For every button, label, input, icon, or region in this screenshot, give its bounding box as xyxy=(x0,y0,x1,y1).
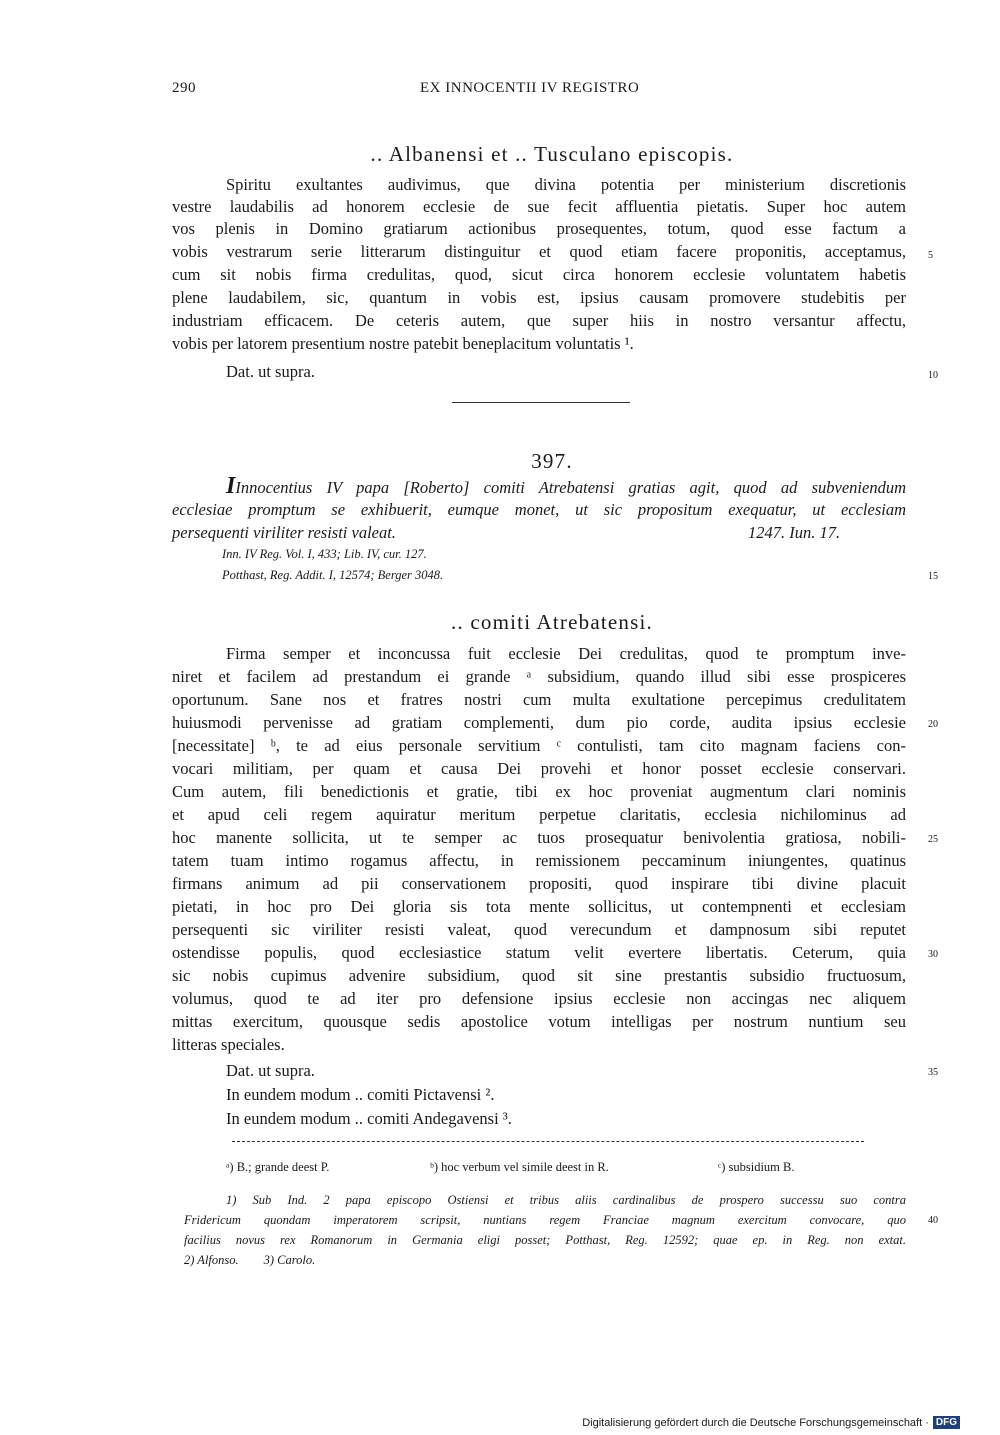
text-line: sic nobis cupimus advenire subsidium, quod sit sine prestantis subsidio fructuosum, xyxy=(172,966,906,985)
eundem-line: In eundem modum .. comiti Pictavensi ². xyxy=(226,1085,495,1104)
text-line: oportunum. Sane nos et fratres nostri cum multa exultatione percepimus credulitatem xyxy=(172,690,906,709)
dat-line: Dat. ut supra. xyxy=(226,1061,315,1080)
line-number: 35 xyxy=(928,1067,938,1078)
summary-line: persequenti viriliter resisti valeat. xyxy=(172,523,396,542)
credit-text: Digitalisierung gefördert durch die Deutsche Forschungsgemeinschaft · xyxy=(582,1416,929,1429)
text-line: firmans animum ad pii conservationem propositi, quod inspirare tibi divine placuit xyxy=(172,874,906,893)
text-line: [necessitate] ᵇ, te ad eius personale servitium ᶜ contulisti, tam cito magnam faciens con- xyxy=(172,736,906,755)
summary-text: Innocentius IV papa [Roberto] comiti Atrebatensi gratias agit, quod ad subveniendum xyxy=(235,478,906,497)
text-line: et apud celi regem aquiratur meritum perpetue claritatis, ecclesia nichilominus ad xyxy=(172,805,906,824)
text-line: pietati, in hoc pro Dei gloria sis tota mente sollicitus, ut contempnenti et ecclesiam xyxy=(172,897,906,916)
summary-line xyxy=(226,473,906,499)
line-number: 10 xyxy=(928,370,938,381)
footnote-divider xyxy=(232,1141,864,1142)
variant-note: ᵇ) hoc verbum vel simile deest in R. xyxy=(430,1160,609,1174)
text-line: Cum autem, fili benedictionis et gratie, tibi ex hoc proveniat augmentum clari nominis xyxy=(172,782,906,801)
footnote-line: 2) Alfonso. 3) Carolo. xyxy=(184,1253,316,1267)
text-line: plene laudabilem, sic, quantum in vobis est, ipsius causam promovere studebitis per xyxy=(172,288,906,307)
line-number: 5 xyxy=(928,250,933,261)
text-line: cum sit nobis firma credulitas, quod, sicut circa honorem ecclesie voluntatem habetis xyxy=(172,265,906,284)
reference-line: Inn. IV Reg. Vol. I, 433; Lib. IV, cur. 127. xyxy=(222,547,427,561)
text-line: huiusmodi pervenisse ad gratiam complementi, dum pio corde, audita ipsius ecclesie xyxy=(172,713,906,732)
text-line: industriam efficacem. De ceteris autem, que super hiis in nostro versantur affectu, xyxy=(172,311,906,330)
line-number: 20 xyxy=(928,719,938,730)
summary-line: ecclesiae promptum se exhibuerit, eumque monet, ut sic propositum exequatur, ut ecclesiam xyxy=(172,500,906,519)
text-line: niret et facilem ad prestandum ei grande ᵃ subsidium, quando illud sibi esse prospiceres xyxy=(172,667,906,686)
line-number: 30 xyxy=(928,949,938,960)
text-line: mittas exercitum, quousque sedis apostolice votum intelligas per nostrum nuntium seu xyxy=(172,1012,906,1031)
footnote-line: 1) Sub Ind. 2 papa episcopo Ostiensi et tribus aliis cardinalibus de prospero successu suo contra xyxy=(226,1193,906,1207)
variant-note: ᵃ) B.; grande deest P. xyxy=(226,1160,330,1174)
running-title: EX INNOCENTII IV REGISTRO xyxy=(420,80,640,96)
line-number: 15 xyxy=(928,571,938,582)
variant-note: ᶜ) subsidium B. xyxy=(718,1160,795,1174)
text-line: Firma semper et inconcussa fuit ecclesie Dei credulitas, quod te promptum inve- xyxy=(226,644,906,663)
letter-number: 397. xyxy=(531,449,573,473)
line-number: 25 xyxy=(928,834,938,845)
reference-line: Potthast, Reg. Addit. I, 12574; Berger 3048. xyxy=(222,568,444,582)
section-divider xyxy=(452,402,630,403)
text-line: volumus, quod te ad iter pro defensione ipsius ecclesie non accingas nec aliquem xyxy=(172,989,906,1008)
line-number: 40 xyxy=(928,1215,938,1226)
text-line: vos plenis in Domino gratiarum actionibus prosequentes, totum, quod esse factum a xyxy=(172,219,906,238)
text-line: vocari militiam, per quam et causa Dei provehi et honor posset ecclesie conservari. xyxy=(172,759,906,778)
text-line: Spiritu exultantes audivimus, que divina potentia per ministerium discretionis xyxy=(226,175,906,194)
page-number: 290 xyxy=(172,80,196,96)
letter-date: 1247. Iun. 17. xyxy=(748,523,841,542)
text-line: persequenti sic viriliter resisti valeat, quod verecundum et dampnosum sibi reputet xyxy=(172,920,906,939)
text-line: litteras speciales. xyxy=(172,1035,285,1054)
text-line: vobis vestrarum serie litterarum distinguitur et quod etiam facere proponitis, acceptamus, xyxy=(172,242,906,261)
dat-line: Dat. ut supra. xyxy=(226,362,315,381)
digitization-credit xyxy=(582,1416,960,1429)
footnote-line: Fridericum quondam imperatorem scripsit, nuntians regem Franciae magnum exercitum convocare, quo xyxy=(184,1213,906,1227)
text-line: vestre laudabilis ad honorem ecclesie de sue fecit affluentia pietatis. Super hoc autem xyxy=(172,197,906,216)
dfg-logo: DFG xyxy=(933,1416,960,1429)
text-line: vobis per latorem presentium nostre patebit beneplacitum voluntatis ¹. xyxy=(172,334,634,353)
footnote-line: facilius novus rex Romanorum in Germania eligi posset; Potthast, Reg. 12592; quae ep. in Reg. non extat. xyxy=(184,1233,906,1247)
text-line: ostendisse populis, quod ecclesiastice statum velit evertere libertatis. Ceterum, quia xyxy=(172,943,906,962)
letter1-title: .. Albanensi et .. Tusculano episcopis. xyxy=(370,142,734,166)
eundem-line: In eundem modum .. comiti Andegavensi ³. xyxy=(226,1109,512,1128)
text-line: hoc manente sollicita, ut te semper ac tuos prosequatur benivolentia gratiosa, nobili- xyxy=(172,828,906,847)
initial-capital: I xyxy=(226,473,236,499)
letter2-title: .. comiti Atrebatensi. xyxy=(451,610,653,634)
text-line: tatem tuam intimo rogamus affectu, in remissionem peccaminum iniungentes, quatinus xyxy=(172,851,906,870)
